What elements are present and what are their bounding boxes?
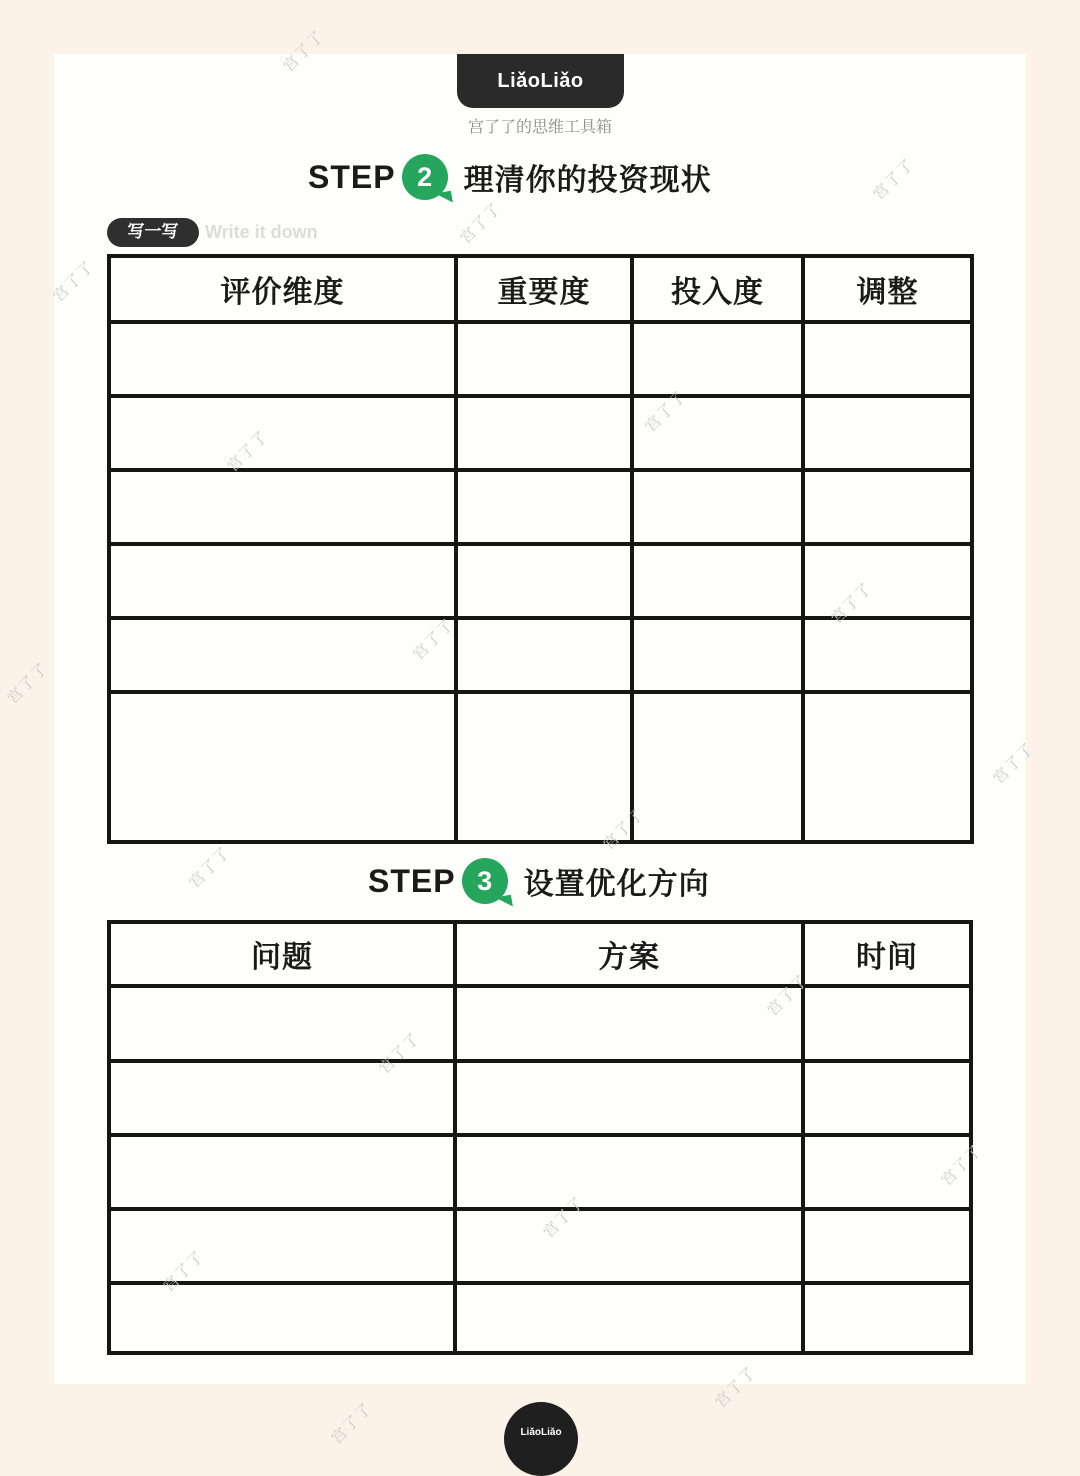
table-cell[interactable] — [109, 692, 456, 842]
table-cell[interactable] — [456, 470, 632, 544]
watermark: 宫了了 — [937, 1140, 987, 1190]
watermark: 宫了了 — [223, 426, 273, 476]
watermark: 宫了了 — [409, 614, 459, 664]
column-header-plan: 方案 — [455, 922, 803, 986]
table-cell[interactable] — [455, 1283, 803, 1353]
step3-number-badge: 3 — [462, 858, 508, 904]
table-cell[interactable] — [456, 692, 632, 842]
table-header-row — [109, 922, 971, 986]
table-cell[interactable] — [109, 544, 456, 618]
table-cell[interactable] — [456, 544, 632, 618]
watermark: 宫了了 — [3, 658, 53, 708]
table-cell[interactable] — [455, 1135, 803, 1209]
step2-number-badge: 2 — [402, 154, 448, 200]
write-tag-english: Write it down — [205, 222, 318, 242]
table-cell[interactable] — [109, 470, 456, 544]
table-row — [109, 986, 971, 1061]
table-cell[interactable] — [109, 1135, 455, 1209]
watermark: 宫了了 — [539, 1192, 589, 1242]
optimization-table — [107, 920, 973, 1355]
watermark: 宫了了 — [599, 804, 649, 854]
table-cell[interactable] — [456, 618, 632, 692]
table-cell[interactable] — [632, 322, 803, 396]
column-header-adjustment: 调整 — [803, 256, 972, 322]
table-cell[interactable] — [803, 396, 972, 470]
watermark: 宫了了 — [49, 256, 99, 306]
step2-heading — [308, 154, 712, 200]
table-row — [109, 1061, 971, 1135]
table-cell[interactable] — [803, 470, 972, 544]
table-cell[interactable] — [632, 470, 803, 544]
table-header-row — [109, 256, 972, 322]
bottom-logo-badge: LiǎoLiǎo — [504, 1402, 578, 1476]
table-cell[interactable] — [455, 1209, 803, 1283]
write-tag: 写一写 — [107, 218, 199, 247]
watermark: 宫了了 — [185, 842, 235, 892]
column-header-dimension: 评价维度 — [109, 256, 456, 322]
table-row — [109, 1209, 971, 1283]
watermark: 宫了了 — [375, 1028, 425, 1078]
table-cell[interactable] — [803, 692, 972, 842]
table-cell[interactable] — [632, 692, 803, 842]
watermark: 宫了了 — [989, 738, 1039, 788]
table-cell[interactable] — [455, 1061, 803, 1135]
table-row — [109, 1135, 971, 1209]
table-cell[interactable] — [109, 396, 456, 470]
table-cell[interactable] — [803, 1209, 971, 1283]
table-cell[interactable] — [803, 1061, 971, 1135]
watermark: 宫了了 — [279, 26, 329, 76]
table-row — [109, 618, 972, 692]
watermark: 宫了了 — [327, 1398, 377, 1448]
table-row — [109, 1283, 971, 1353]
table-cell[interactable] — [632, 618, 803, 692]
table-cell[interactable] — [109, 322, 456, 396]
brand-logo: LiǎoLiǎo — [457, 54, 624, 108]
table-cell[interactable] — [632, 544, 803, 618]
table-cell[interactable] — [803, 322, 972, 396]
table-cell[interactable] — [109, 618, 456, 692]
column-header-investment: 投入度 — [632, 256, 803, 322]
table-cell[interactable] — [109, 1061, 455, 1135]
column-header-time: 时间 — [803, 922, 971, 986]
table-cell[interactable] — [803, 1283, 971, 1353]
brand-subtitle: 宫了了的思维工具箱 — [467, 117, 612, 136]
table-cell[interactable] — [803, 618, 972, 692]
column-header-importance: 重要度 — [456, 256, 632, 322]
table-cell[interactable] — [109, 1209, 455, 1283]
table-cell[interactable] — [456, 396, 632, 470]
step3-title: 设置优化方向 — [523, 867, 710, 902]
table-cell[interactable] — [455, 986, 803, 1061]
table-cell[interactable] — [803, 986, 971, 1061]
step2-word: STEP — [308, 158, 396, 195]
step3-word: STEP — [368, 862, 456, 899]
table-row — [109, 470, 972, 544]
watermark: 宫了了 — [869, 154, 919, 204]
watermark: 宫了了 — [456, 198, 506, 248]
table-cell[interactable] — [109, 1283, 455, 1353]
table-row — [109, 322, 972, 396]
watermark: 宫了了 — [711, 1362, 761, 1412]
step2-title: 理清你的投资现状 — [463, 163, 712, 198]
column-header-problem: 问题 — [109, 922, 455, 986]
table-cell[interactable] — [803, 544, 972, 618]
investment-status-table — [107, 254, 974, 844]
step3-heading — [368, 858, 710, 904]
watermark: 宫了了 — [159, 1246, 209, 1296]
watermark: 宫了了 — [827, 578, 877, 628]
watermark: 宫了了 — [641, 386, 691, 436]
watermark: 宫了了 — [763, 970, 813, 1020]
table-cell[interactable] — [456, 322, 632, 396]
table-row — [109, 692, 972, 842]
